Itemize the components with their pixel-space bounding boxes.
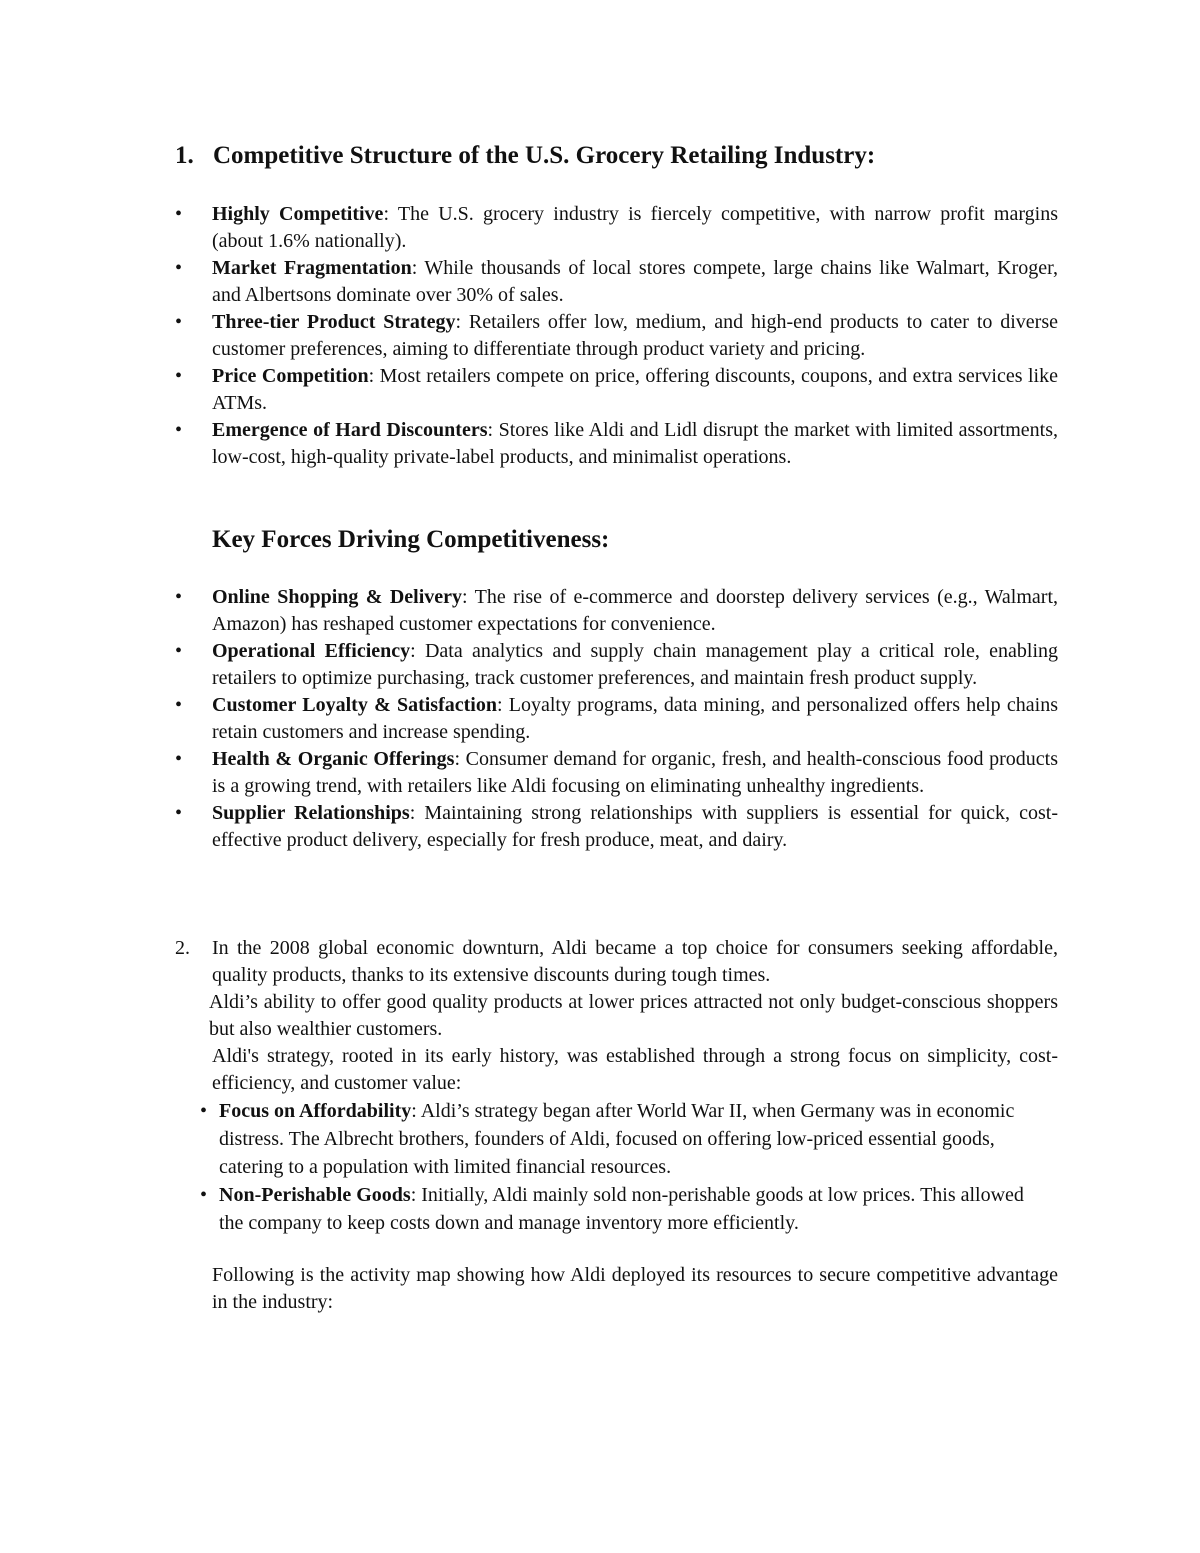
list-item [219, 1181, 1039, 1237]
section-2-intro [175, 935, 1058, 989]
list-item [212, 201, 1058, 255]
list-item-text: : Aldi’s strategy began after World War II, when Germany was in economic distress. The Albrecht brothers, founders of Aldi, focused on offering low-priced essential goods, catering to a population with limited financial resources. [219, 1100, 1015, 1178]
list-item-text: : Data analytics and supply chain management play a critical role, enabling retailers to optimize purchasing, track customer preferences, and maintain fresh product supply. [212, 640, 1059, 689]
list-item-text: : Loyalty programs, data mining, and personalized offers help chains retain customers and increase spending. [212, 694, 1058, 743]
list-item [219, 1097, 1039, 1181]
list-item [212, 309, 1058, 363]
list-item [212, 692, 1058, 746]
aldi-strategy-list [219, 1097, 1039, 1237]
competitive-structure-list [212, 201, 1058, 471]
list-item-text: : Maintaining strong relationships with suppliers is essential for quick, cost-effective product delivery, especially for fresh produce, meat, and dairy. [212, 802, 1058, 851]
list-item-text: : Retailers offer low, medium, and high-end products to cater to diverse customer preferences, aiming to differentiate through product variety and pricing. [212, 311, 1059, 360]
list-item-term: Online Shopping & Delivery [212, 586, 463, 608]
list-item-text: : Stores like Aldi and Lidl disrupt the market with limited assortments, low-cost, high-quality private-label products, and minimalist operations. [212, 419, 1059, 468]
list-item-term: Focus on Affordability [219, 1100, 412, 1122]
section-2-intro-text: In the 2008 global economic downturn, Aldi became a top choice for consumers seeking affordable, quality products, thanks to its extensive discounts during tough times. [212, 937, 1058, 986]
list-item-term: Highly Competitive [212, 203, 384, 225]
key-forces-list [212, 584, 1058, 854]
section-1-title: Competitive Structure of the U.S. Grocery Retailing Industry: [213, 142, 876, 169]
list-item-text: : Consumer demand for organic, fresh, and health-conscious food products is a growing trend, with retailers like Aldi focusing on eliminating unhealthy ingredients. [212, 748, 1058, 797]
list-item-term: Supplier Relationships [212, 802, 410, 824]
list-item-term: Price Competition [212, 365, 369, 387]
aldi-ability-paragraph: Aldi’s ability to offer good quality products at lower prices attracted not only budget-conscious shoppers but also wealthier customers. [209, 991, 1058, 1040]
list-item-text: : The U.S. grocery industry is fiercely competitive, with narrow profit margins (about 1.6% nationally). [212, 203, 1058, 252]
list-item-text: : Initially, Aldi mainly sold non-perishable goods at low prices. This allowed the company to keep costs down and manage inventory more efficiently. [219, 1184, 1024, 1234]
list-item-term: Customer Loyalty & Satisfaction [212, 694, 497, 716]
list-item-term: Market Fragmentation [212, 257, 412, 279]
list-item-term: Non-Perishable Goods [219, 1184, 411, 1206]
section-2-number: 2. [175, 937, 190, 959]
section-1-number: 1. [175, 142, 194, 169]
key-forces-heading: Key Forces Driving Competitiveness: [212, 526, 610, 553]
aldi-strategy-paragraph: Aldi's strategy, rooted in its early history, was established through a strong focus on simplicity, cost-efficiency, and customer value: [212, 1045, 1058, 1094]
list-item-term: Three-tier Product Strategy [212, 311, 456, 333]
list-item [212, 363, 1058, 417]
list-item-term: Health & Organic Offerings [212, 748, 455, 770]
list-item [212, 417, 1058, 471]
list-item-term: Emergence of Hard Discounters [212, 419, 488, 441]
list-item [212, 638, 1058, 692]
list-item [212, 584, 1058, 638]
list-item [212, 746, 1058, 800]
list-item [212, 800, 1058, 854]
list-item-text: : Most retailers compete on price, offering discounts, coupons, and extra services like ATMs. [212, 365, 1058, 414]
list-item-term: Operational Efficiency [212, 640, 411, 662]
list-item-text: : While thousands of local stores compete, large chains like Walmart, Kroger, and Albertsons dominate over 30% of sales. [212, 257, 1059, 306]
activity-map-intro-paragraph: Following is the activity map showing how Aldi deployed its resources to secure competitive advantage in the industry: [212, 1264, 1058, 1313]
list-item [212, 255, 1058, 309]
list-item-text: : The rise of e-commerce and doorstep delivery services (e.g., Walmart, Amazon) has reshaped customer expectations for convenience. [212, 586, 1059, 635]
section-1-heading [175, 142, 875, 170]
